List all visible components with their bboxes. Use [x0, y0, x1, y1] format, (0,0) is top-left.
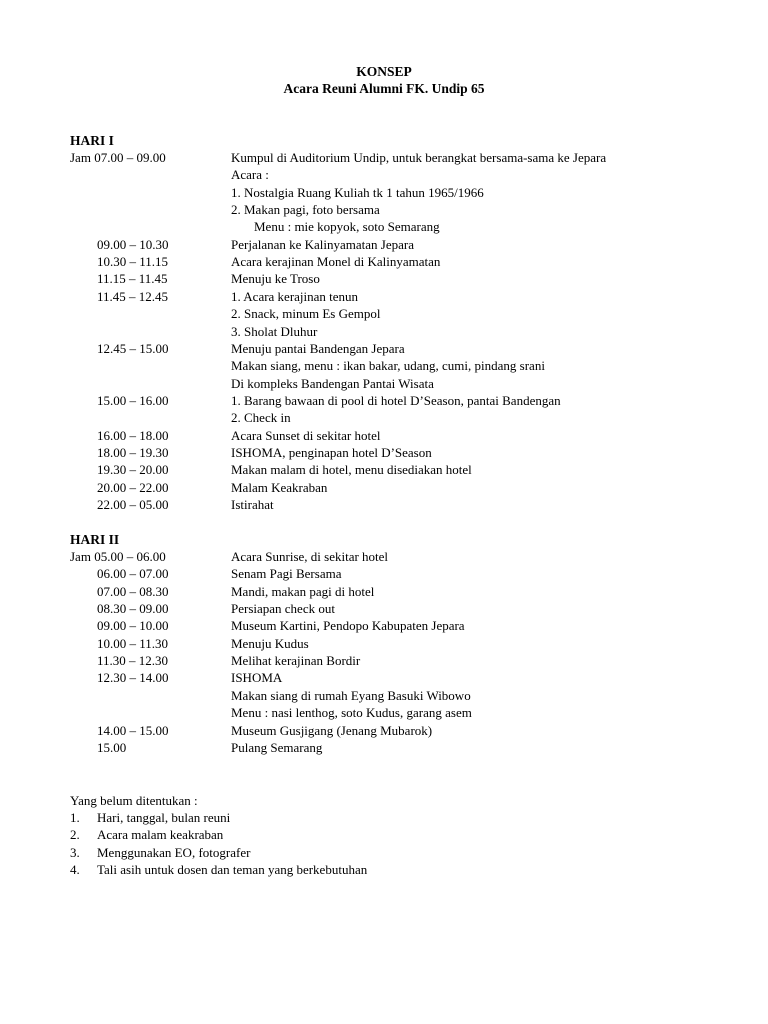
note-number: 2. [70, 827, 80, 843]
schedule-time: 10.00 – 11.30 [97, 635, 169, 651]
document-subtitle: Acara Reuni Alumni FK. Undip 65 [283, 81, 485, 96]
schedule-activity: 2. Check in [231, 410, 291, 426]
schedule-activity: Menu : mie kopyok, soto Semarang [254, 219, 440, 235]
schedule-time: 14.00 – 15.00 [97, 722, 169, 738]
note-item: Tali asih untuk dosen dan teman yang berkebutuhan [97, 862, 368, 878]
schedule-time: 10.30 – 11.15 [97, 254, 169, 270]
schedule-activity: Di kompleks Bandengan Pantai Wisata [231, 375, 434, 391]
schedule-activity: Makan siang, menu : ikan bakar, udang, cumi, pindang srani [231, 358, 545, 374]
schedule-time: 06.00 – 07.00 [97, 566, 169, 582]
schedule-time: 07.00 – 08.30 [97, 583, 169, 599]
schedule-activity: Acara Sunset di sekitar hotel [231, 427, 381, 443]
schedule-time: 15.00 – 16.00 [97, 392, 169, 408]
schedule-time: 12.45 – 15.00 [97, 340, 169, 356]
schedule-activity: Museum Gusjigang (Jenang Mubarok) [231, 722, 433, 738]
schedule-time: 09.00 – 10.30 [97, 236, 169, 252]
day1-heading: HARI I [70, 133, 114, 148]
schedule-time: 12.30 – 14.00 [97, 670, 169, 686]
schedule-activity: Malam Keakraban [231, 479, 328, 495]
schedule-activity: Pulang Semarang [231, 739, 323, 755]
schedule-time: 22.00 – 05.00 [97, 497, 169, 512]
schedule-time: 19.30 – 20.00 [97, 462, 169, 478]
schedule-activity: Menu : nasi lenthog, soto Kudus, garang asem [231, 705, 472, 721]
note-number: 3. [70, 844, 80, 860]
schedule-activity: 1. Acara kerajinan tenun [231, 288, 359, 304]
schedule-time: 11.30 – 12.30 [97, 653, 169, 669]
schedule-activity: Kumpul di Auditorium Undip, untuk berangkat bersama-sama ke Jepara [231, 150, 607, 165]
schedule-activity: Melihat kerajinan Bordir [231, 653, 361, 669]
document-title: KONSEP [356, 64, 412, 79]
schedule-activity: Makan malam di hotel, menu disediakan hotel [231, 462, 472, 478]
schedule-time: 20.00 – 22.00 [97, 479, 169, 495]
schedule-time: 15.00 [97, 739, 127, 755]
note-item: Menggunakan EO, fotografer [97, 844, 251, 860]
schedule-activity: Menuju ke Troso [231, 271, 320, 287]
schedule-time: Jam 07.00 – 09.00 [70, 150, 166, 165]
schedule-time: 18.00 – 19.30 [97, 444, 169, 460]
schedule-activity: 2. Makan pagi, foto bersama [231, 202, 380, 218]
note-number: 4. [70, 862, 80, 878]
schedule-activity: Perjalanan ke Kalinyamatan Jepara [231, 236, 414, 252]
schedule-time: 16.00 – 18.00 [97, 427, 169, 443]
schedule-activity: ISHOMA [231, 670, 283, 686]
schedule-activity: Acara Sunrise, di sekitar hotel [231, 549, 389, 564]
schedule-activity: 3. Sholat Dluhur [231, 323, 318, 339]
note-number: 1. [70, 810, 80, 825]
day2-heading: HARI II [70, 532, 120, 547]
schedule-time: 09.00 – 10.00 [97, 618, 169, 634]
schedule-time: 11.15 – 11.45 [97, 271, 168, 287]
schedule-activity: Senam Pagi Bersama [231, 566, 342, 582]
note-item: Acara malam keakraban [97, 827, 224, 843]
schedule-activity: Menuju Kudus [231, 635, 309, 651]
schedule-activity: Makan siang di rumah Eyang Basuki Wibowo [231, 687, 471, 703]
notes-heading: Yang belum ditentukan : [70, 793, 198, 808]
schedule-activity: Museum Kartini, Pendopo Kabupaten Jepara [231, 618, 465, 634]
schedule-activity: Istirahat [231, 497, 274, 512]
note-item: Hari, tanggal, bulan reuni [97, 810, 231, 825]
schedule-activity: Persiapan check out [231, 601, 335, 617]
schedule-activity: Acara kerajinan Monel di Kalinyamatan [231, 254, 441, 270]
schedule-activity: Mandi, makan pagi di hotel [231, 583, 375, 599]
schedule-activity: 1. Barang bawaan di pool di hotel D’Season, pantai Bandengan [231, 392, 561, 408]
schedule-activity: Acara : [231, 167, 269, 183]
schedule-activity: ISHOMA, penginapan hotel D’Season [231, 444, 432, 460]
schedule-activity: 1. Nostalgia Ruang Kuliah tk 1 tahun 1965/1966 [231, 184, 484, 200]
schedule-time: 08.30 – 09.00 [97, 601, 169, 617]
schedule-activity: Menuju pantai Bandengan Jepara [231, 340, 405, 356]
schedule-time: Jam 05.00 – 06.00 [70, 549, 166, 564]
schedule-activity: 2. Snack, minum Es Gempol [231, 306, 381, 322]
schedule-time: 11.45 – 12.45 [97, 288, 169, 304]
